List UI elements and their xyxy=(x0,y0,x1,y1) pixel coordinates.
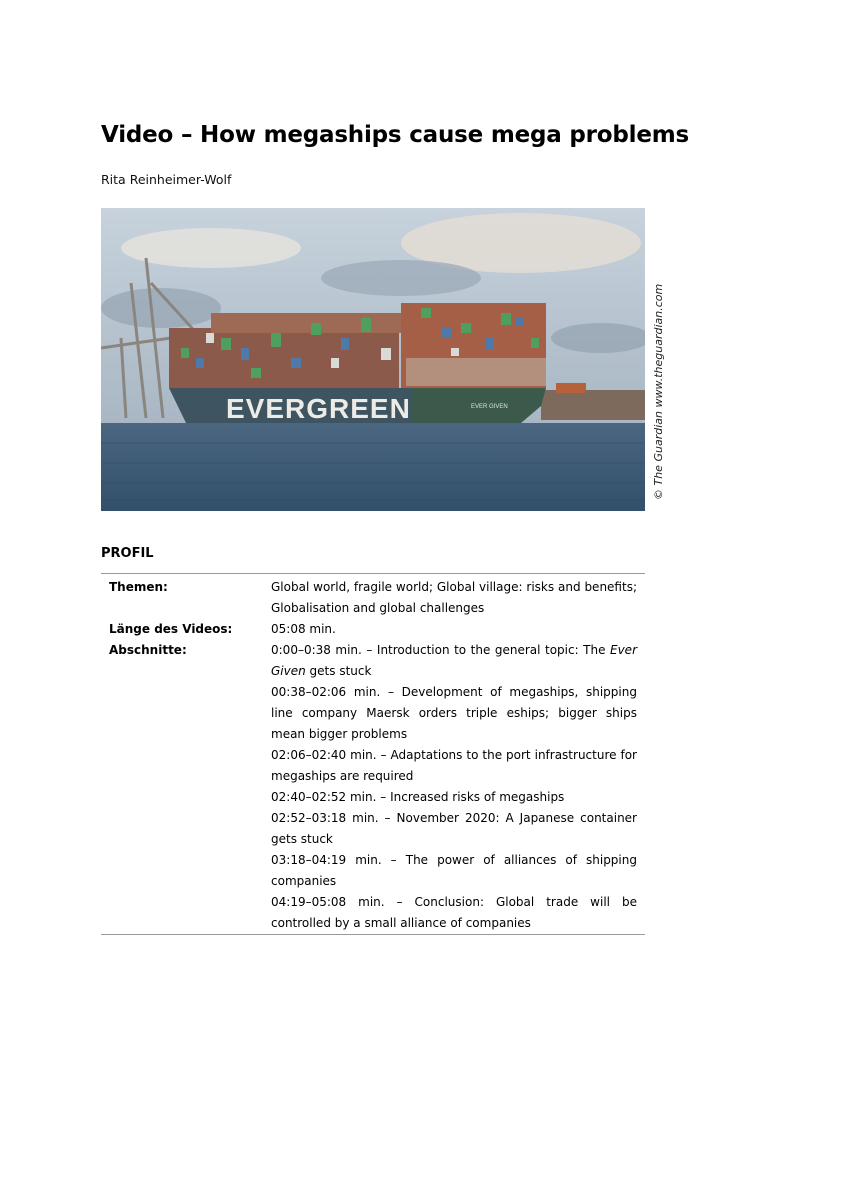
segment-text: November 2020: A Japanese container gets stuck xyxy=(271,811,637,846)
ship-name-italic: Ever Given xyxy=(271,643,637,678)
segment-time: 0:00–0:38 min. – xyxy=(271,643,373,657)
table-row xyxy=(101,619,645,640)
segment-text: gets stuck xyxy=(305,664,372,678)
segment-item xyxy=(271,745,637,787)
table-row xyxy=(101,574,645,619)
segment-text: Increased risks of megaships xyxy=(390,790,565,804)
row-label: Länge des Videos: xyxy=(109,622,233,636)
author-name: Rita Reinheimer-Wolf xyxy=(101,172,232,187)
row-label: Abschnitte: xyxy=(109,643,187,657)
segment-item xyxy=(271,682,637,745)
segment-time: 02:52–03:18 min. – xyxy=(271,811,391,825)
segment-list xyxy=(271,640,645,934)
segment-text: Development of megaships, shipping line company Maersk orders triple eships; bigger ships mean bigger problems xyxy=(271,685,637,741)
segment-time: 03:18–04:19 min. – xyxy=(271,853,397,867)
row-value: 05:08 min. xyxy=(271,622,336,636)
segment-text: The power of alliances of shipping companies xyxy=(271,853,637,888)
row-label: Themen: xyxy=(109,580,168,594)
segment-item xyxy=(271,640,637,682)
segment-time: 02:06–02:40 min. – xyxy=(271,748,387,762)
row-value: Global world, fragile world; Global village: risks and benefits; Globalisation and global challenges xyxy=(271,580,637,615)
segment-time: 00:38–02:06 min. – xyxy=(271,685,394,699)
profile-heading: PROFIL xyxy=(101,546,154,561)
segment-item xyxy=(271,808,637,850)
segment-text: Adaptations to the port infrastructure for megaships are required xyxy=(271,748,637,783)
segment-text: Introduction to the general topic: The xyxy=(376,643,610,657)
segment-text: Conclusion: Global trade will be controlled by a small alliance of companies xyxy=(271,895,637,930)
segment-item xyxy=(271,850,637,892)
table-row xyxy=(101,640,645,934)
photo-credit: © The Guardian www.theguardian.com xyxy=(652,283,665,500)
ship-photo xyxy=(101,208,645,511)
svg-text:EVER GIVEN: EVER GIVEN xyxy=(471,404,508,410)
segment-time: 02:40–02:52 min. – xyxy=(271,790,387,804)
segment-time: 04:19–05:08 min. – xyxy=(271,895,403,909)
profile-table xyxy=(101,573,645,935)
hull-text: EVERGREEN xyxy=(226,393,411,424)
segment-item xyxy=(271,892,637,934)
page-title: Video – How megaships cause mega problems xyxy=(101,122,690,148)
segment-item xyxy=(271,787,637,808)
